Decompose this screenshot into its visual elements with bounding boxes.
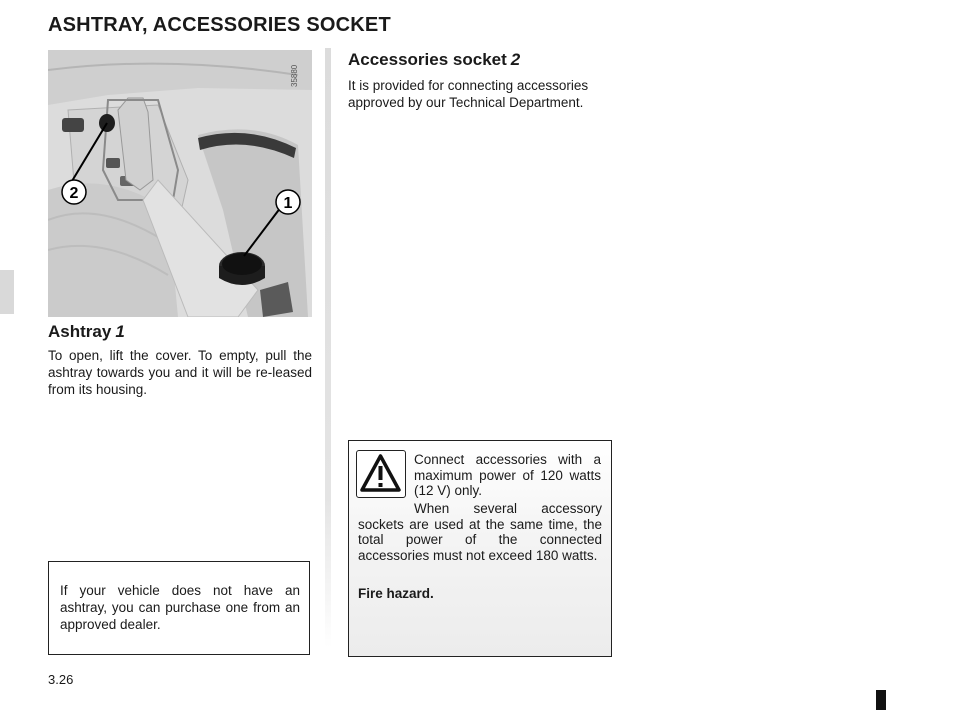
socket-heading-number: 2	[510, 50, 521, 69]
callout-2: 2	[69, 185, 79, 202]
ashtray-note-box	[48, 561, 310, 655]
callout-1: 1	[283, 195, 293, 212]
socket-heading-label: Accessories socket	[348, 50, 507, 69]
figure-code: 35880	[290, 64, 299, 88]
interior-console-photo	[48, 50, 312, 317]
ashtray-heading-number: 1	[115, 322, 125, 341]
warning-box	[348, 440, 612, 657]
section-tab	[0, 270, 14, 314]
socket-heading	[348, 50, 520, 70]
warning-triangle-icon	[356, 450, 406, 498]
warning-text-3: Fire hazard.	[358, 586, 434, 601]
page-title: ASHTRAY, ACCESSORIES SOCKET	[48, 14, 391, 36]
column-divider	[325, 48, 331, 648]
ashtray-note-text: If your vehicle does not have an ashtray, you can purchase one from an approved dealer.	[60, 583, 300, 632]
ashtray-description: To open, lift the cover. To empty, pull the ashtray towards you and it will be re-leased from its housing.	[48, 348, 312, 397]
ashtray-heading-label: Ashtray	[48, 322, 112, 341]
ashtray-heading	[48, 322, 125, 342]
page-number: 3.26	[48, 672, 74, 687]
warning-text-2: When several accessory sockets are used at the same time, the total power of the connected accessories must not exceed 180 watts.	[358, 501, 602, 563]
socket-description: It is provided for connecting accessories approved by our Technical Department.	[348, 78, 589, 110]
warning-text-1: Connect accessories with a maximum power of 120 watts (12 V) only.	[414, 452, 601, 498]
corner-mark	[876, 690, 886, 710]
